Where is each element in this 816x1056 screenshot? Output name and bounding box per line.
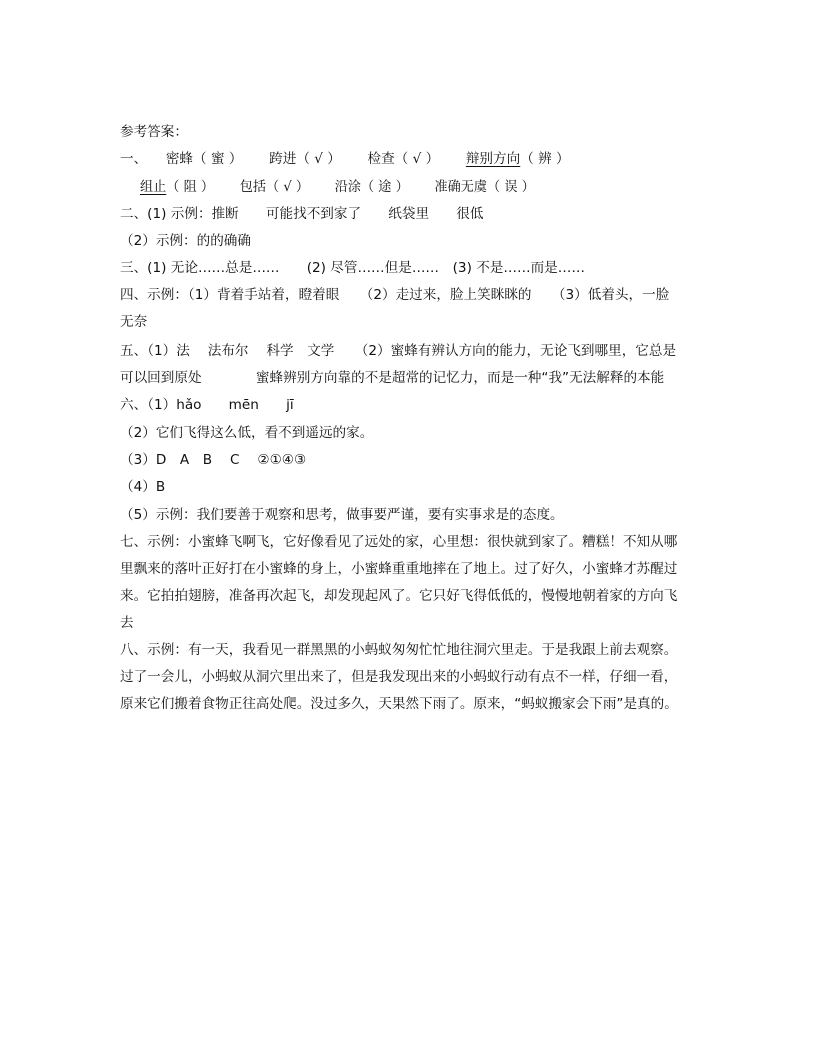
s1-word-8: 准确无虞 (434, 179, 488, 195)
section-5-line-2: 可以回到原处 蜜蜂辨别方向靠的不是超常的记忆力，而是一种“我”无法解释的本能 (120, 370, 665, 386)
section-4-line-1: 四、示例：（1）背着手站着，瞪着眼 （2）走过来，脸上笑眯眯的 （3）低着头，一脸 (120, 287, 670, 303)
section-5-line-1: 五、（1）法 法布尔 科学 文学 （2）蜜蜂有辨认方向的能力，无论飞到哪里，它总是 (120, 343, 677, 359)
section-8-line-2: 过了一会儿，小蚂蚁从洞穴里出来了，但是我发现出来的小蚂蚁行动有点不一样，仔细一看， (120, 669, 678, 685)
section-7-line-4: 去 (120, 615, 134, 631)
section-4-line-2: 无奈 (120, 314, 148, 330)
section-3-line: 三、(1) 无论……总是…… (2) 尽管……但是…… (3) 不是……而是…… (120, 260, 585, 276)
section-1-row-2: 组止（ 阻 ） 包括（ √ ） 沿涂（ 途 ） 准确无虞（ 误 ） (140, 179, 535, 195)
section-8-line-1: 八、示例：有一天，我看见一群黑黑的小蚂蚁匆匆忙忙地往洞穴里走。于是我跟上前去观察。 (120, 642, 678, 658)
s1-ans-1: 蜜 (210, 151, 225, 167)
section-6-line-4: （4）B (120, 479, 166, 495)
section-1-row-1: 一、 密蜂（ 蜜 ） 跨进（ √ ） 检查（ √ ） 辩别方向（ 辨 ） (120, 151, 570, 167)
s1-ans-5: 阻 (183, 179, 197, 195)
section-7-line-1: 七、示例：小蜜蜂飞啊飞，它好像看见了远处的家，心里想：很快就到家了。糟糕！不知从哪 (120, 534, 678, 550)
s1-ans-7: 途 (378, 179, 392, 195)
s1-word-5: 组止 (140, 179, 167, 195)
section-7-line-2: 里飘来的落叶正好打在小蜜蜂的身上，小蜜蜂重重地摔在了地上。过了好久，小蜜蜂才苏醒过 (120, 561, 678, 577)
section-6-line-5: （5）示例：我们要善于观察和思考，做事要严谨，要有实事求是的态度。 (120, 507, 564, 523)
s1-word-2: 跨进 (269, 151, 297, 167)
s1-word-1: 密蜂 (165, 151, 194, 167)
section-2-line-2: （2）示例：的的确确 (120, 233, 251, 249)
section-6-line-1: 六、（1）hǎo mēn jī (120, 397, 294, 413)
section-2-line-1: 二、(1) 示例：推断 可能找不到家了 纸袋里 很低 (120, 206, 484, 222)
section-6-line-3: （3）D A B C ②①④③ (120, 452, 307, 468)
s1-ans-8: 误 (504, 179, 518, 195)
s1-ans-4: 辨 (538, 151, 552, 167)
answer-title: 参考答案： (120, 124, 188, 140)
s1-ans-6: √ (283, 179, 292, 195)
section-1-label: 一、 (120, 151, 148, 167)
s1-ans-2: √ (314, 151, 323, 167)
s1-word-3: 检查 (367, 151, 395, 167)
s1-word-6: 包括 (239, 179, 267, 195)
section-8-line-3: 原来它们搬着食物正往高处爬。没过多久，天果然下雨了。原来，“蚂蚁搬家会下雨”是真的。 (120, 696, 678, 712)
s1-word-7: 沿涂 (334, 179, 362, 195)
section-6-line-2: （2）它们飞得这么低，看不到遥远的家。 (120, 425, 374, 441)
section-7-line-3: 来。它拍拍翅膀，准备再次起飞，却发现起风了。它只好飞得低低的，慢慢地朝着家的方向飞 (120, 588, 678, 604)
s1-word-4: 辩别方向 (465, 151, 521, 167)
s1-ans-3: √ (412, 151, 422, 167)
